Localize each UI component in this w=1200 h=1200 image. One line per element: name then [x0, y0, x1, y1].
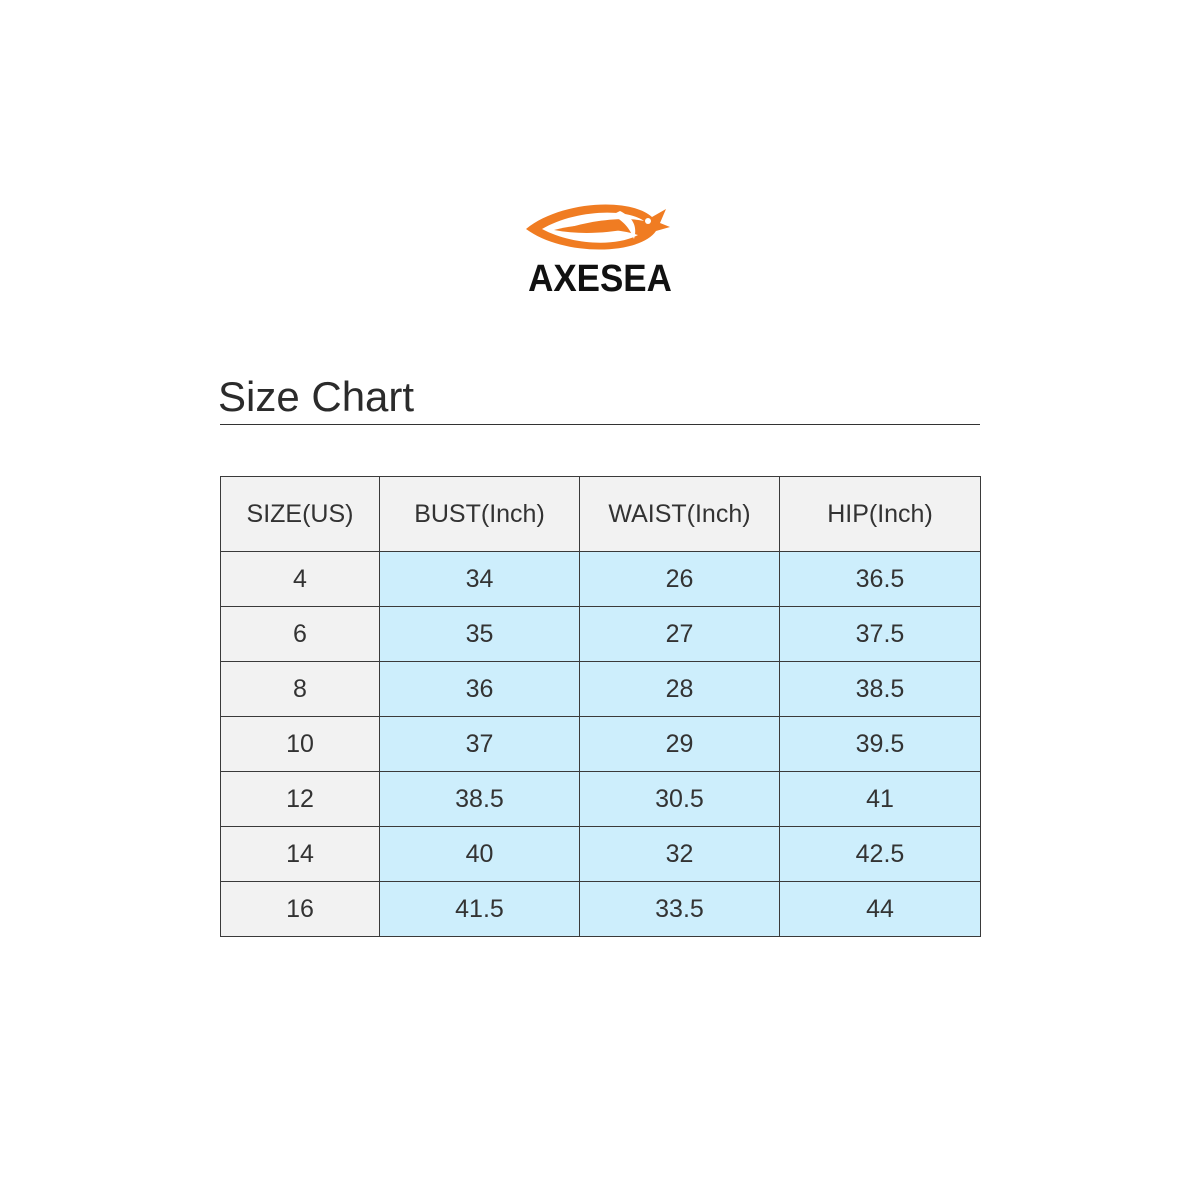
hip-cell: 42.5 [780, 827, 981, 882]
hip-cell: 44 [780, 882, 981, 937]
header-bust: BUST(Inch) [380, 477, 580, 552]
bust-cell: 37 [380, 717, 580, 772]
hip-cell: 39.5 [780, 717, 981, 772]
waist-cell: 28 [580, 662, 780, 717]
table-row [221, 607, 981, 662]
table-row [221, 662, 981, 717]
page-title: Size Chart [218, 373, 415, 420]
header-waist: WAIST(Inch) [580, 477, 780, 552]
bust-cell: 35 [380, 607, 580, 662]
bust-cell: 40 [380, 827, 580, 882]
waist-cell: 26 [580, 552, 780, 607]
brand-name: AXESEA [528, 258, 672, 300]
waist-cell: 30.5 [580, 772, 780, 827]
fish-logo-icon [520, 195, 680, 265]
waist-cell: 29 [580, 717, 780, 772]
header-size: SIZE(US) [221, 477, 380, 552]
waist-cell: 27 [580, 607, 780, 662]
size-cell: 4 [221, 552, 380, 607]
title-divider [220, 424, 980, 425]
table-header-row [221, 477, 981, 552]
size-cell: 16 [221, 882, 380, 937]
table-row [221, 772, 981, 827]
hip-cell: 36.5 [780, 552, 981, 607]
table-row [221, 882, 981, 937]
table-row [221, 717, 981, 772]
table-row [221, 827, 981, 882]
size-cell: 12 [221, 772, 380, 827]
size-cell: 8 [221, 662, 380, 717]
size-chart-table [220, 476, 981, 937]
size-cell: 14 [221, 827, 380, 882]
size-cell: 6 [221, 607, 380, 662]
waist-cell: 33.5 [580, 882, 780, 937]
hip-cell: 41 [780, 772, 981, 827]
bust-cell: 38.5 [380, 772, 580, 827]
bust-cell: 41.5 [380, 882, 580, 937]
waist-cell: 32 [580, 827, 780, 882]
header-hip: HIP(Inch) [780, 477, 981, 552]
size-cell: 10 [221, 717, 380, 772]
hip-cell: 37.5 [780, 607, 981, 662]
bust-cell: 34 [380, 552, 580, 607]
bust-cell: 36 [380, 662, 580, 717]
table-row [221, 552, 981, 607]
hip-cell: 38.5 [780, 662, 981, 717]
